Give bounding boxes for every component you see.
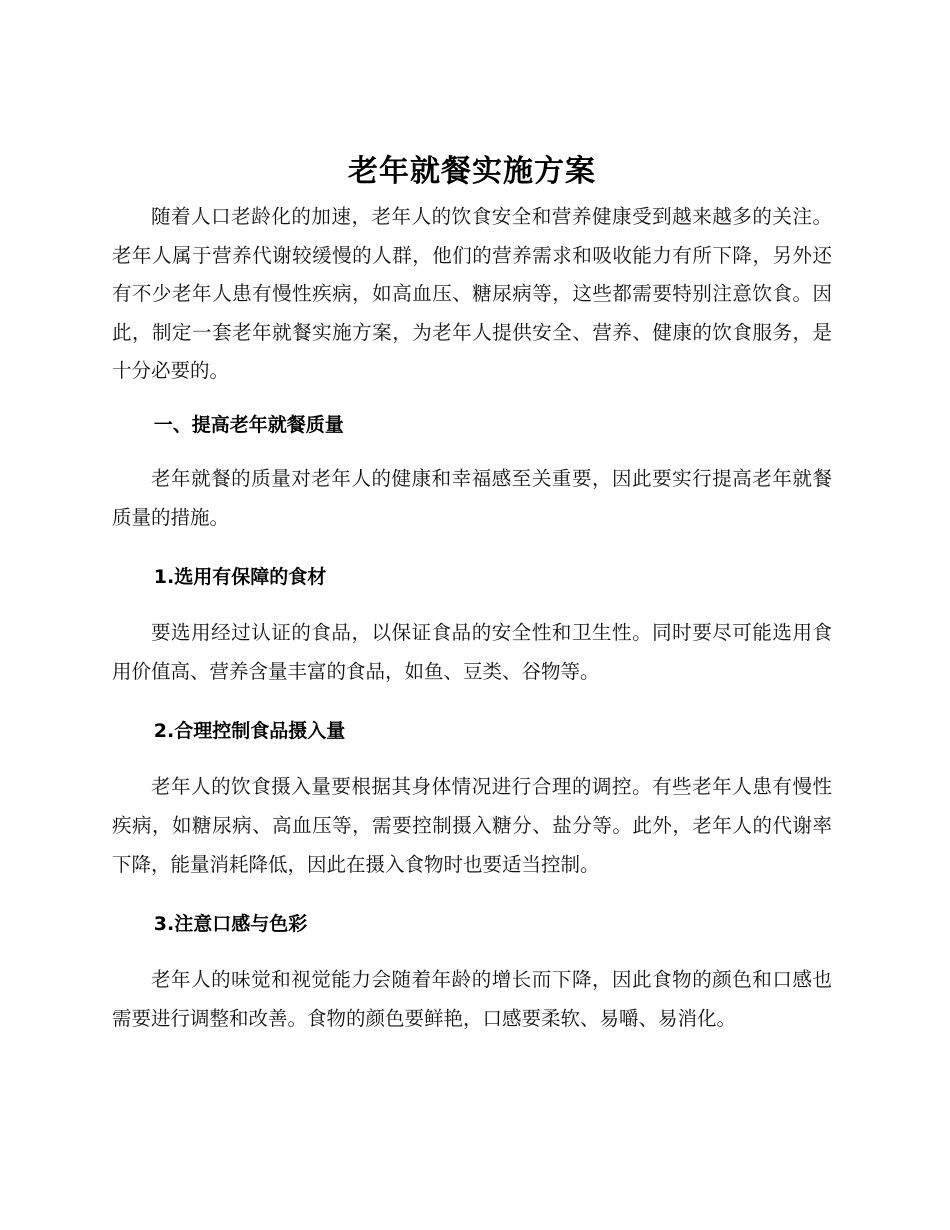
subsection-heading-3: 3.注意口感与色彩 [153, 913, 308, 936]
subsection-1-paragraph: 要选用经过认证的食品，以保证食品的安全性和卫生性。同时要尽可能选用食用价值高、营养含量丰富的食品，如鱼、豆类、谷物等。 [112, 621, 832, 683]
subsection-2-paragraph: 老年人的饮食摄入量要根据其身体情况进行合理的调控。有些老年人患有慢性疾病，如糖尿病、高血压等，需要控制摄入糖分、盐分等。此外，老年人的代谢率下降，能量消耗降低，因此在摄入食物时也要适当控制。 [112, 775, 832, 876]
section-1-paragraph: 老年就餐的质量对老年人的健康和幸福感至关重要，因此要实行提高老年就餐质量的措施。 [112, 466, 832, 529]
subsection-3-paragraph: 老年人的味觉和视觉能力会随着年龄的增长而下降，因此食物的颜色和口感也需要进行调整和改善。食物的颜色要鲜艳，口感要柔软、易嚼、易消化。 [112, 968, 832, 1030]
intro-paragraph: 随着人口老龄化的加速，老年人的饮食安全和营养健康受到越来越多的关注。老年人属于营养代谢较缓慢的人群，他们的营养需求和吸收能力有所下降，另外还有不少老年人患有慢性疾病，如高血压、糖尿病等，这些都需要特别注意饮食。因此，制定一套老年就餐实施方案，为老年人提供安全、营养、健康的饮食服务，是十分必要的。 [112, 205, 832, 383]
subsection-heading-1: 1.选用有保障的食材 [153, 566, 327, 589]
document-title: 老年就餐实施方案 [348, 154, 596, 189]
document-page [112, 150, 832, 1038]
section-heading-1: 一、提高老年就餐质量 [153, 413, 344, 436]
subsection-heading-2: 2.合理控制食品摄入量 [153, 720, 346, 743]
